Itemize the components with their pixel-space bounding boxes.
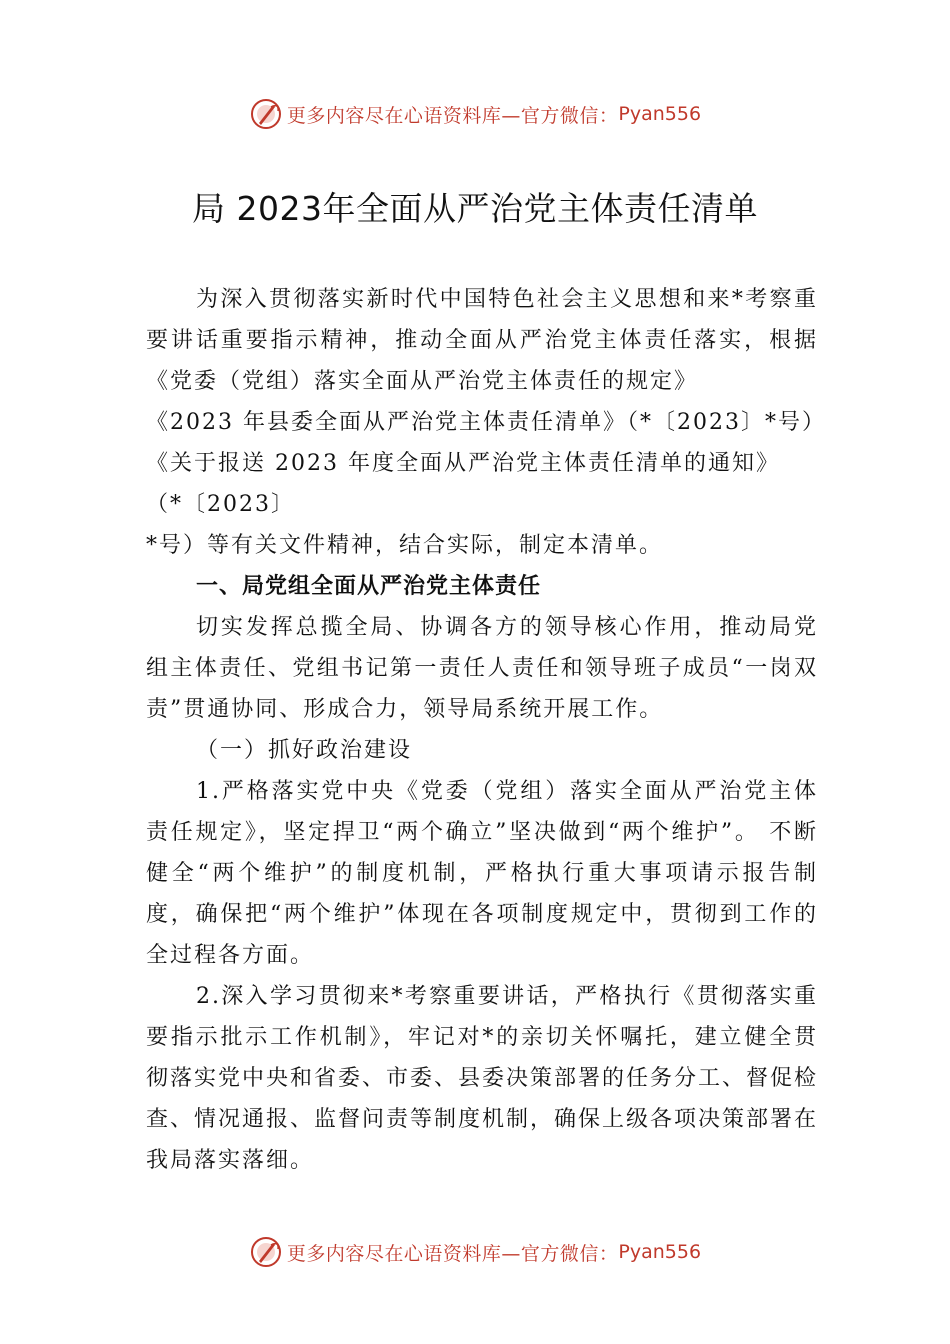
footer-watermark — [0, 1232, 950, 1272]
subsection-1-heading: （一）抓好政治建设 — [196, 738, 413, 763]
watermark-contact: Pyan556 — [618, 1241, 702, 1263]
intro-reference-2: 《关于报送 2023 年度全面从严治党主体责任清单的通知》 — [146, 451, 780, 476]
section-1-heading: 一、局党组全面从严治党主体责任 — [196, 574, 542, 599]
header-watermark — [0, 94, 950, 134]
quill-logo-icon — [249, 1235, 283, 1269]
list-item: 1.严格落实党中央《党委（党组）落实全面从严治党主体责任规定》，坚定捍卫“两个确立”坚决做到“两个维护”。 不断健全“两个维护”的制度机制，严格执行重大事项请示报告制度，确保把“两个维护”体现在各项制度规定中，贯彻到工作的全过程各方面。 — [146, 779, 818, 968]
document-title: 局 2023年全面从严治党主体责任清单 — [192, 189, 758, 228]
document-body — [146, 279, 826, 1181]
intro-closing: *号）等有关文件精神，结合实际，制定本清单。 — [146, 533, 664, 558]
intro-reference-1: 《2023 年县委全面从严治党主体责任清单》（*〔2023〕*号） — [146, 410, 826, 435]
watermark-text: 更多内容尽在心语资料库—官方微信： — [286, 104, 619, 127]
watermark-text: 更多内容尽在心语资料库—官方微信： — [286, 1242, 619, 1265]
intro-reference-3: （*〔2023〕 — [146, 492, 295, 517]
quill-logo-icon — [249, 97, 283, 131]
watermark-contact: Pyan556 — [618, 103, 702, 125]
list-item: 2.深入学习贯彻来*考察重要讲话，严格执行《贯彻落实重要指示批示工作机制》，牢记对*的亲切关怀嘱托，建立健全贯彻落实党中央和省委、市委、县委决策部署的任务分工、督促检查、情况通报、监督问责等制度机制，确保上级各项决策部署在我局落实落细。 — [146, 984, 819, 1173]
intro-paragraph: 为深入贯彻落实新时代中国特色社会主义思想和来*考察重要讲话重要指示精神，推动全面从严治党主体责任落实，根据《党委（党组）落实全面从严治党主体责任的规定》 — [146, 287, 818, 394]
section-1-body: 切实发挥总揽全局、协调各方的领导核心作用，推动局党组主体责任、党组书记第一责任人责任和领导班子成员“一岗双责”贯通协同、形成合力，领导局系统开展工作。 — [146, 615, 818, 722]
